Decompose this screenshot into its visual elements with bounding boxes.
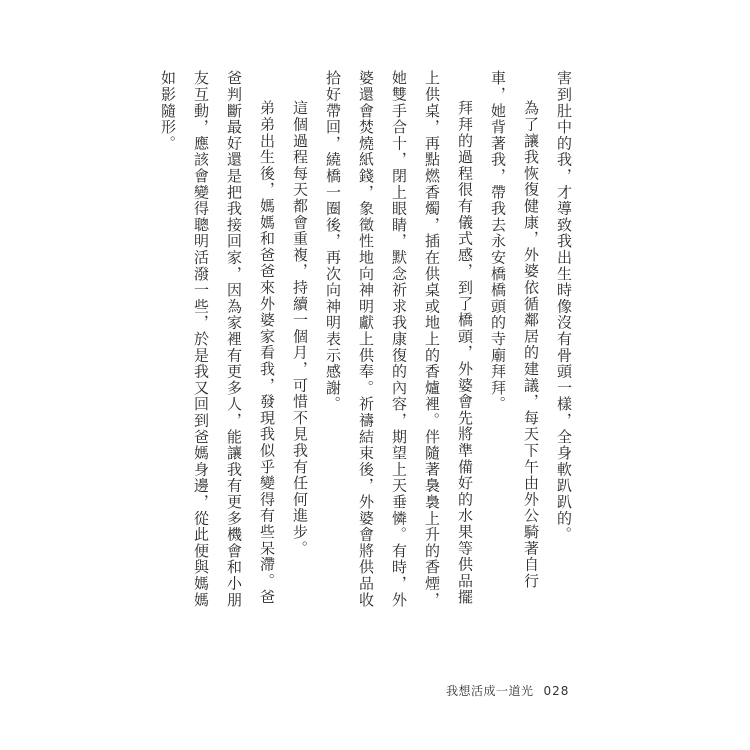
- paragraph-5: 弟弟出生後，媽媽和爸爸來外婆家看我，發現我似乎變得有些呆滯。爸爸判斷最好還是把我接回家，因為家裡有更多人，能讓我有更多機會和小朋友互動，應該會變得聰明活潑一些，於是我又回到爸媽身邊，從此便與媽媽如影隨形。: [159, 70, 276, 608]
- page-footer: [446, 682, 569, 699]
- body-text: [151, 70, 580, 610]
- paragraph-1: 害到肚中的我，才導致我出生時像沒有骨頭一樣，全身軟趴趴的。: [555, 70, 573, 543]
- paragraph-3: 拜拜的過程很有儀式感，到了橋頭，外婆會先將準備好的水果等供品擺上供桌，再點燃香燭，插在供桌或地上的香爐裡。伴隨著裊裊上升的香煙，她雙手合十，閉上眼睛，默念祈求我康復的內容，期望上天垂憐。有時，外婆還會焚燒紙錢，象徵性地向神明獻上供奉。祈禱結束後，外婆會將供品收拾好帶回，繞橋一圈後，再次向神明表示感謝。: [324, 70, 474, 608]
- page-number: 028: [543, 684, 570, 698]
- paragraph-4: 這個過程每天都會重複，持續一個月，可惜不見我有任何進步。: [291, 100, 309, 557]
- paragraph-2: 為了讓我恢復健康，外婆依循鄰居的建議，每天下午由外公騎著自行車，她背著我，帶我去永安橋橋頭的寺廟拜拜。: [489, 70, 540, 589]
- book-title: 我想活成一道光: [446, 684, 534, 698]
